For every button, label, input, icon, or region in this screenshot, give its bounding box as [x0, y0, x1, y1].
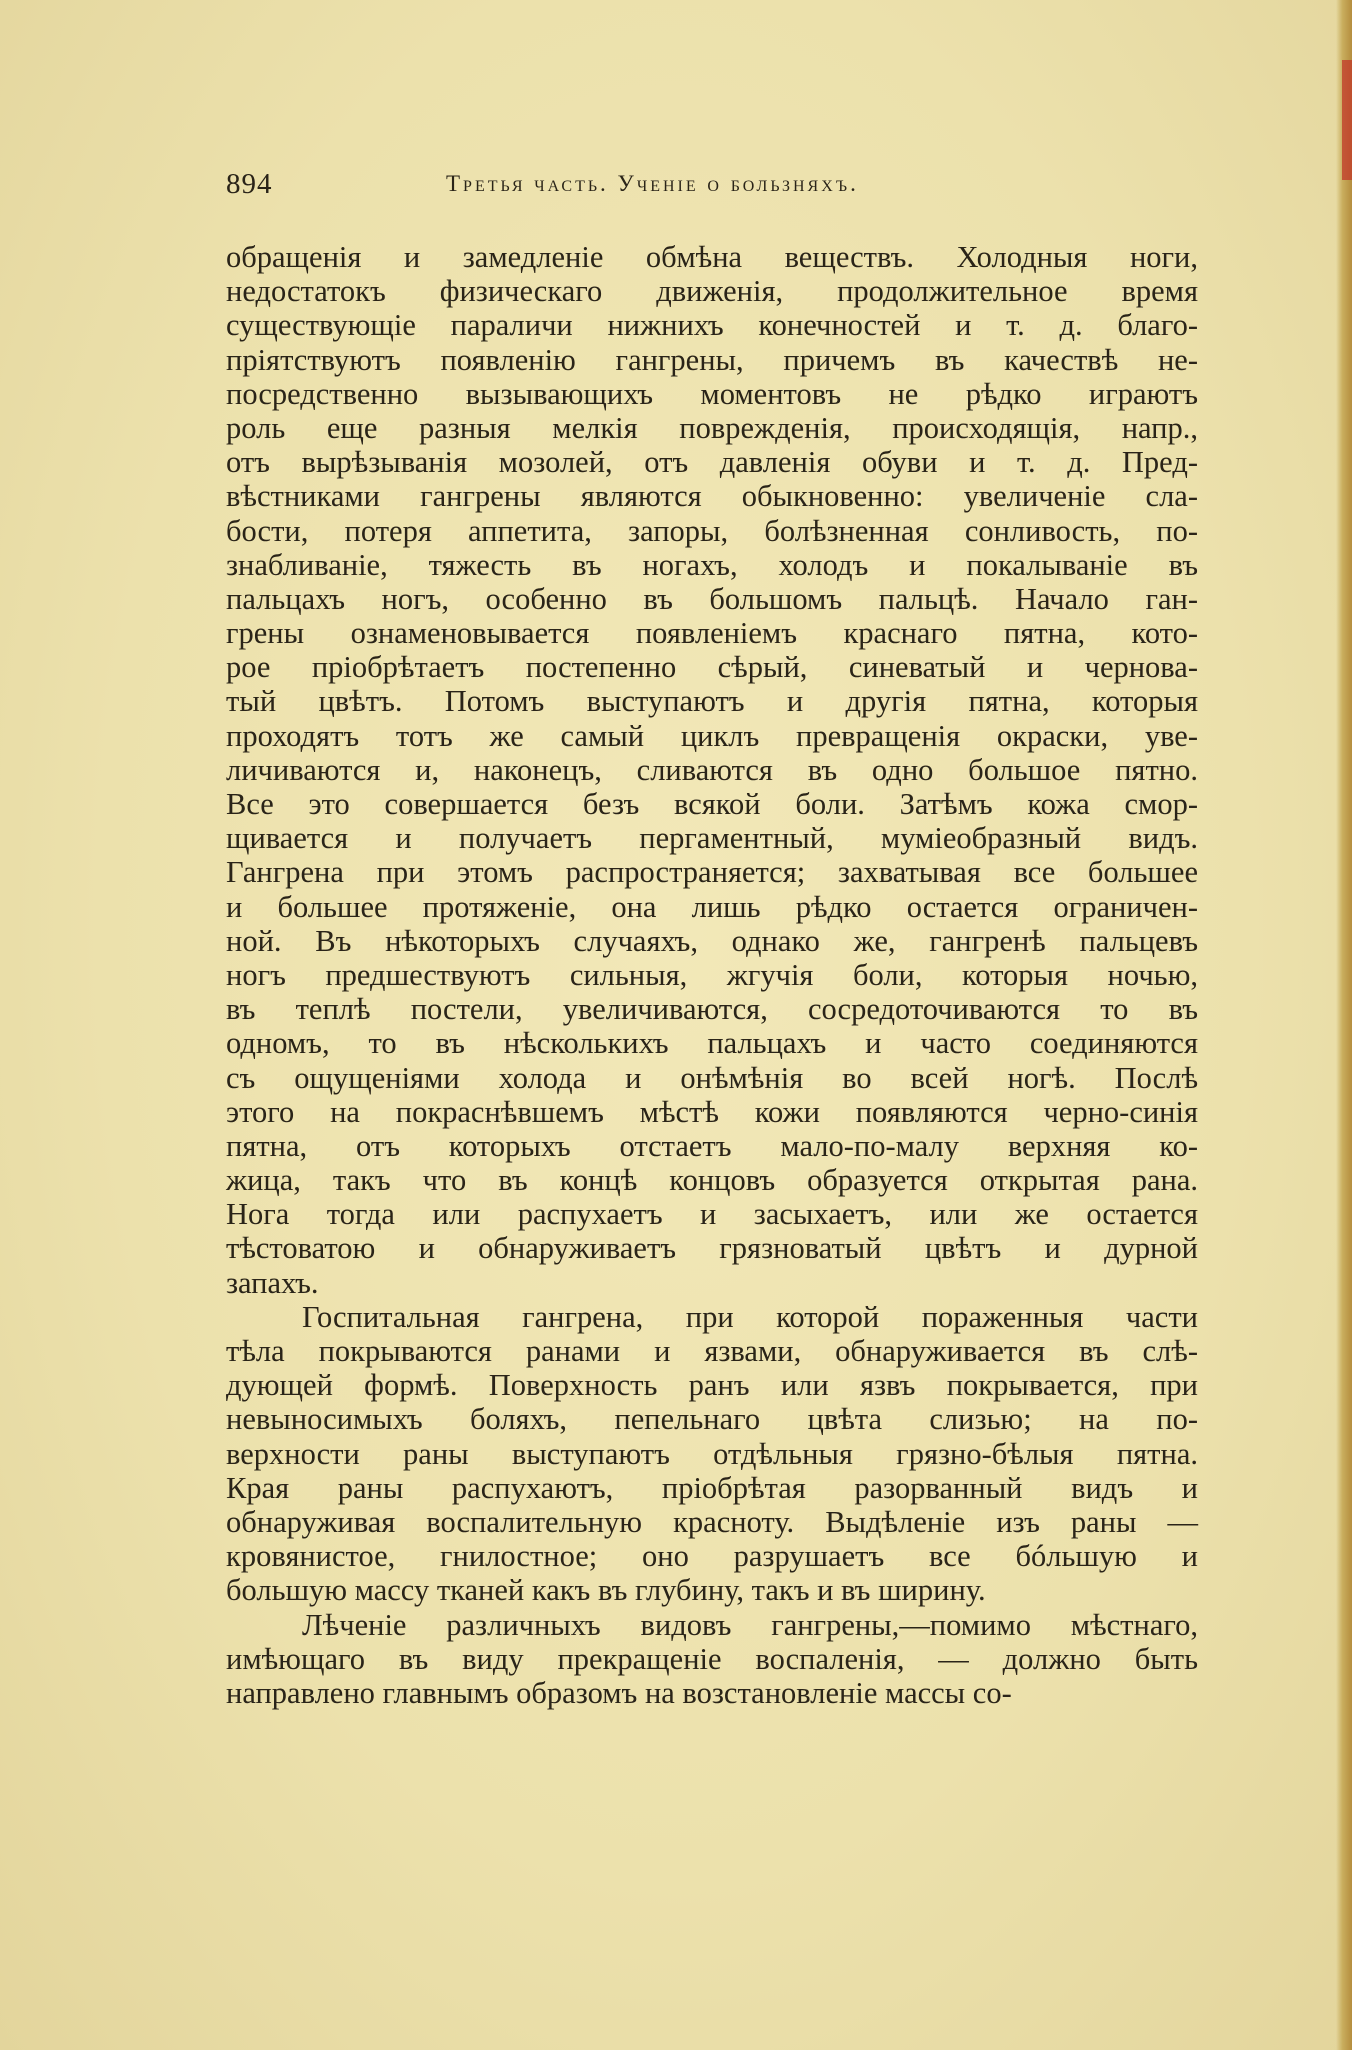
- edge-mark: [1342, 60, 1352, 180]
- text-line: одномъ, то въ нѣсколькихъ пальцахъ и часто соединяются: [226, 1026, 1198, 1061]
- paragraph: [226, 240, 1198, 1300]
- text-line: Нога тогда или распухаетъ и засыхаетъ, или же остается: [226, 1197, 1198, 1232]
- text-line: проходятъ тотъ же самый циклъ превращенія окраски, уве-: [226, 718, 1198, 753]
- paragraph: [226, 1608, 1198, 1711]
- running-title: Третья часть. Ученіе о бользняхъ.: [446, 171, 859, 196]
- text-line: знабливаніе, тяжесть въ ногахъ, холодъ и покалываніе въ: [226, 547, 1198, 582]
- text-line: личиваются и, наконецъ, сливаются въ одно большое пятно.: [226, 752, 1198, 787]
- text-line: пятна, отъ которыхъ отстаетъ мало-по-малу верхняя ко-: [226, 1128, 1198, 1163]
- text-line: Госпитальная гангрена, при которой пораженныя части: [302, 1299, 1198, 1334]
- text-line: обращенія и замедленіе обмѣна веществъ. Холодныя ноги,: [226, 240, 1198, 274]
- text-line: отъ вырѣзыванія мозолей, отъ давленія обуви и т. д. Пред-: [226, 445, 1198, 480]
- text-line: дующей формѣ. Поверхность ранъ или язвъ покрывается, при: [226, 1368, 1198, 1403]
- text-line: направлено главнымъ образомъ на возстановленіе массы со-: [226, 1675, 1012, 1710]
- text-line: этого на покраснѣвшемъ мѣстѣ кожи появляются черно-синія: [226, 1094, 1198, 1129]
- paragraph: [226, 1300, 1198, 1608]
- text-line: ной. Въ нѣкоторыхъ случаяхъ, однако же, гангренѣ пальцевъ: [226, 923, 1198, 958]
- text-line: Края раны распухаютъ, пріобрѣтая разорванный видъ и: [226, 1470, 1198, 1505]
- text-line: недостатокъ физическаго движенія, продолжительное время: [226, 274, 1198, 309]
- text-line: Гангрена при этомъ распространяется; захватывая все большее: [226, 855, 1198, 890]
- text-line: кровянистое, гнилостное; оно разрушаетъ все бóльшую и: [226, 1539, 1198, 1574]
- text-line: верхности раны выступаютъ отдѣльныя грязно-бѣлыя пятна.: [226, 1436, 1198, 1471]
- text-line: пріятствуютъ появленію гангрены, причемъ въ качествѣ не-: [226, 342, 1198, 377]
- text-line: и большее протяженіе, она лишь рѣдко остается ограничен-: [226, 889, 1198, 924]
- text-line: запахъ.: [226, 1265, 319, 1300]
- running-header: [226, 168, 1196, 208]
- text-line: тѣстоватою и обнаруживаетъ грязноватый цвѣтъ и дурной: [226, 1231, 1198, 1266]
- text-line: Все это совершается безъ всякой боли. Затѣмъ кожа смор-: [226, 787, 1198, 821]
- body-text: [226, 240, 1198, 1710]
- text-line: пальцахъ ногъ, особенно въ большомъ пальцѣ. Начало ган-: [226, 581, 1198, 616]
- text-line: ногъ предшествуютъ сильныя, жгучія боли, которыя ночью,: [226, 957, 1198, 992]
- text-line: Лѣченіе различныхъ видовъ гангрены,—помимо мѣстнаго,: [302, 1607, 1198, 1642]
- text-line: вѣстниками гангрены являются обыкновенно: увеличеніе сла-: [226, 479, 1198, 514]
- text-line: тѣла покрываются ранами и язвами, обнаруживается въ слѣ-: [226, 1334, 1198, 1368]
- text-line: существующіе параличи нижнихъ конечностей и т. д. благо-: [226, 308, 1198, 343]
- text-line: съ ощущеніями холода и онѣмѣнія во всей ногѣ. Послѣ: [226, 1060, 1198, 1095]
- text-line: большую массу тканей какъ въ глубину, такъ и въ ширину.: [226, 1573, 986, 1608]
- text-line: рое пріобрѣтаетъ постепенно сѣрый, синеватый и чернова-: [226, 650, 1198, 685]
- text-line: посредственно вызывающихъ моментовъ не рѣдко играютъ: [226, 376, 1198, 411]
- text-line: роль еще разныя мелкія поврежденія, происходящія, напр.,: [226, 410, 1198, 445]
- text-line: щивается и получаетъ пергаментный, мумiеобразный видъ.: [226, 821, 1198, 856]
- text-line: имѣющаго въ виду прекращеніе воспаленія, — должно быть: [226, 1641, 1198, 1676]
- text-line: обнаруживая воспалительную красноту. Выдѣленіе изъ раны —: [226, 1504, 1198, 1539]
- page-edge: [1336, 0, 1352, 2050]
- text-line: тый цвѣтъ. Потомъ выступаютъ и другія пятна, которыя: [226, 684, 1198, 719]
- text-line: грены ознаменовывается появленіемъ краснаго пятна, кото-: [226, 616, 1198, 651]
- text-line: жица, такъ что въ концѣ концовъ образуется открытая рана.: [226, 1163, 1198, 1198]
- text-line: невыносимыхъ боляхъ, пепельнаго цвѣта слизью; на по-: [226, 1402, 1198, 1437]
- text-line: въ теплѣ постели, увеличиваются, сосредоточиваются то въ: [226, 992, 1198, 1027]
- text-line: бости, потеря аппетита, запоры, болѣзненная сонливость, по-: [226, 513, 1198, 548]
- page-number: 894: [226, 168, 273, 200]
